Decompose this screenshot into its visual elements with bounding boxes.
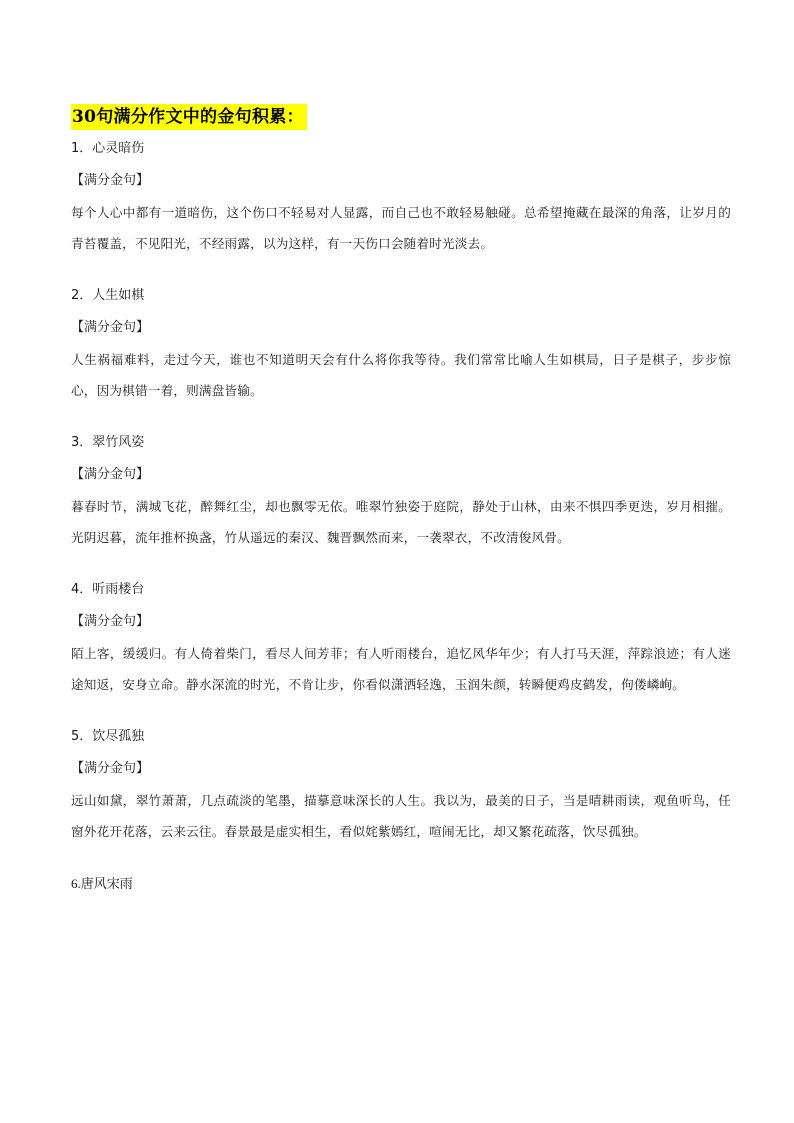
section-3: [71, 433, 731, 553]
spacer: [71, 700, 731, 727]
section-heading: 1．心灵暗伤: [71, 141, 145, 156]
section-6: [71, 874, 731, 894]
section-heading: 2．人生如棋: [71, 288, 145, 303]
title-row: [71, 104, 731, 130]
section-heading: 6.唐风宋雨: [71, 876, 133, 891]
spacer: [71, 553, 731, 580]
section-5: [71, 727, 731, 847]
section-text: 远山如黛，翠竹萧萧，几点疏淡的笔墨，描摹意味深长的人生。我以为，最美的日子，当是晴耕雨读，观鱼听鸟，任窗外花开花落，云来云往。春景最是虚实相生，看似姹紫嫣红，喧闹无比，却又繁花疏落，饮尽孤独。: [71, 793, 731, 839]
section-tag: 【满分金句】: [71, 173, 150, 188]
spacer: [71, 847, 731, 874]
section-heading: 3．翠竹风姿: [71, 435, 145, 450]
section-tag: 【满分金句】: [71, 614, 150, 629]
section-heading: 4．听雨楼台: [71, 582, 145, 597]
document-title: 30句满分作文中的金句积累：: [71, 104, 307, 130]
section-text: 暮春时节，满城飞花，醉舞红尘，却也飘零无依。唯翠竹独姿于庭院，静处于山林，由来不惧四季更迭，岁月相摧。光阴迟暮，流年推杯换盏，竹从遥远的秦汉、魏晋飘然而来，一袭翠衣，不改清俊风骨。: [71, 499, 731, 545]
section-4: [71, 580, 731, 700]
spacer: [71, 259, 731, 286]
section-2: [71, 286, 731, 406]
section-text: 人生祸福难料，走过今天，谁也不知道明天会有什么将你我等待。我们常常比喻人生如棋局，日子是棋子，步步惊心，因为棋错一着，则满盘皆输。: [71, 352, 731, 398]
section-tag: 【满分金句】: [71, 467, 150, 482]
document-page: [71, 104, 731, 906]
section-tag: 【满分金句】: [71, 320, 150, 335]
section-heading: 5．饮尽孤独: [71, 729, 145, 744]
spacer: [71, 406, 731, 433]
section-1: [71, 139, 731, 259]
section-text: 陌上客，缓缓归。有人倚着柴门，看尽人间芳菲；有人听雨楼台，追忆风华年少；有人打马天涯，萍踪浪迹；有人迷途知返，安身立命。静水深流的时光，不肯让步，你看似潇洒轻逸，玉润朱颜，转瞬便鸡皮鹤发，佝偻嶙峋。: [71, 646, 731, 692]
section-text: 每个人心中都有一道暗伤，这个伤口不轻易对人显露，而自己也不敢轻易触碰。总希望掩藏在最深的角落，让岁月的青苔覆盖，不见阳光，不经雨露，以为这样，有一天伤口会随着时光淡去。: [71, 205, 731, 251]
section-tag: 【满分金句】: [71, 761, 150, 776]
